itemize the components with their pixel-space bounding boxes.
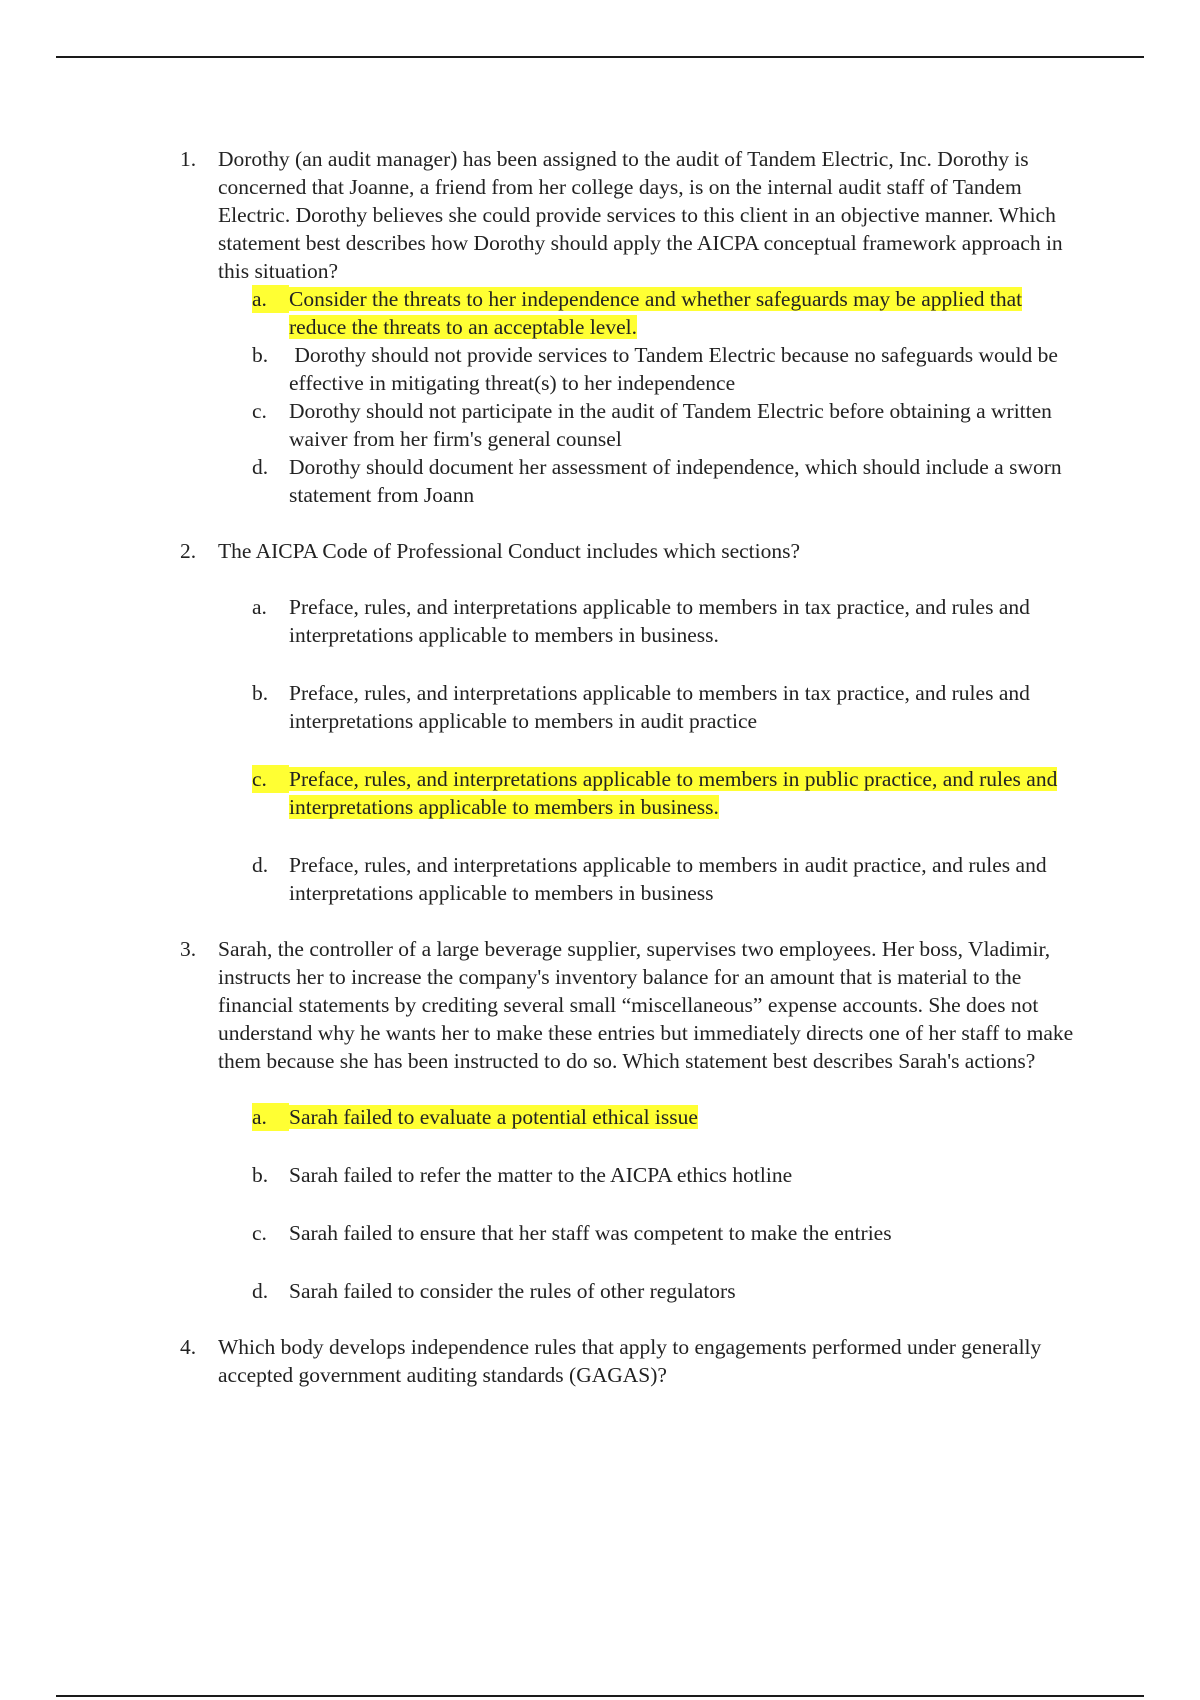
question-2 <box>180 537 1080 565</box>
answer-text-highlighted: Preface, rules, and interpretations applicable to members in public practice, and rules and interpretations applicable to members in business. <box>289 767 1058 819</box>
answer-letter: d. <box>252 1279 269 1303</box>
answer-option <box>252 765 1080 821</box>
answer-option <box>252 453 1080 509</box>
question-text: Sarah, the controller of a large beverage supplier, supervises two employees. Her boss, Vladimir, instructs her to increase the company's inventory balance for an amount that is material to the financial statements by crediting several small “miscellaneous” expense accounts. She does not understand why he wants her to make these entries but immediately directs one of her staff to make them because she has been instructed to do so. Which statement best describes Sarah's actions? <box>218 937 1074 1073</box>
question-number: 3. <box>180 937 197 961</box>
answer-option <box>252 285 1080 341</box>
question-number: 2. <box>180 539 197 563</box>
answer-text: Dorothy should not participate in the audit of Tandem Electric before obtaining a written waiver from her firm's general counsel <box>289 399 1052 451</box>
answer-letter: c. <box>252 399 267 423</box>
answer-letter: b. <box>252 343 269 367</box>
answer-option <box>252 1277 1080 1305</box>
question-1 <box>180 145 1080 285</box>
answer-letter: d. <box>252 455 269 479</box>
answer-option <box>252 1161 1080 1189</box>
answer-option <box>252 851 1080 907</box>
question-3 <box>180 935 1080 1075</box>
answer-option <box>252 679 1080 735</box>
answer-letter: a. <box>252 595 267 619</box>
answer-list <box>252 285 1080 509</box>
question-text: Which body develops independence rules that apply to engagements performed under generally accepted government auditing standards (GAGAS)? <box>218 1335 1042 1387</box>
answer-text-highlighted: Sarah failed to evaluate a potential ethical issue <box>289 1105 698 1129</box>
answer-option <box>252 1103 1080 1131</box>
answer-letter: c. <box>252 1221 267 1245</box>
answer-option <box>252 397 1080 453</box>
question-number: 1. <box>180 147 197 171</box>
question-text: Dorothy (an audit manager) has been assigned to the audit of Tandem Electric, Inc. Dorothy is concerned that Joanne, a friend from her college days, is on the internal audit staff of Tandem Electric. Dorothy believes she could provide services to this client in an objective manner. Which statement best describes how Dorothy should apply the AICPA conceptual framework approach in this situation? <box>218 147 1063 283</box>
answer-option <box>252 341 1080 397</box>
answer-text: Preface, rules, and interpretations applicable to members in audit practice, and rules and interpretations applicable to members in business <box>289 853 1047 905</box>
answer-list <box>252 1103 1080 1305</box>
answer-text: Dorothy should document her assessment of independence, which should include a sworn statement from Joann <box>289 455 1062 507</box>
answer-letter: d. <box>252 853 269 877</box>
answer-letter: a. <box>252 1103 289 1131</box>
answer-text: Sarah failed to refer the matter to the AICPA ethics hotline <box>289 1163 793 1187</box>
header-rule <box>56 56 1144 58</box>
question-4 <box>180 1333 1080 1389</box>
answer-letter: b. <box>252 1163 269 1187</box>
question-text: The AICPA Code of Professional Conduct includes which sections? <box>218 539 801 563</box>
question-number: 4. <box>180 1335 197 1359</box>
answer-letter: a. <box>252 285 289 313</box>
answer-text: Preface, rules, and interpretations applicable to members in tax practice, and rules and interpretations applicable to members in audit practice <box>289 681 1030 733</box>
answer-text: Dorothy should not provide services to Tandem Electric because no safeguards would be effective in mitigating threat(s) to her independence <box>289 343 1064 395</box>
answer-letter: b. <box>252 681 269 705</box>
document-body <box>180 145 1080 1389</box>
answer-text: Sarah failed to consider the rules of other regulators <box>289 1279 736 1303</box>
answer-option <box>252 593 1080 649</box>
answer-letter: c. <box>252 765 289 793</box>
answer-text: Preface, rules, and interpretations applicable to members in tax practice, and rules and interpretations applicable to members in business. <box>289 595 1030 647</box>
answer-text: Sarah failed to ensure that her staff was competent to make the entries <box>289 1221 892 1245</box>
footer-rule <box>56 1695 1144 1697</box>
answer-text-highlighted: Consider the threats to her independence and whether safeguards may be applied that reduce the threats to an acceptable level. <box>289 287 1023 339</box>
answer-option <box>252 1219 1080 1247</box>
answer-list <box>252 593 1080 907</box>
